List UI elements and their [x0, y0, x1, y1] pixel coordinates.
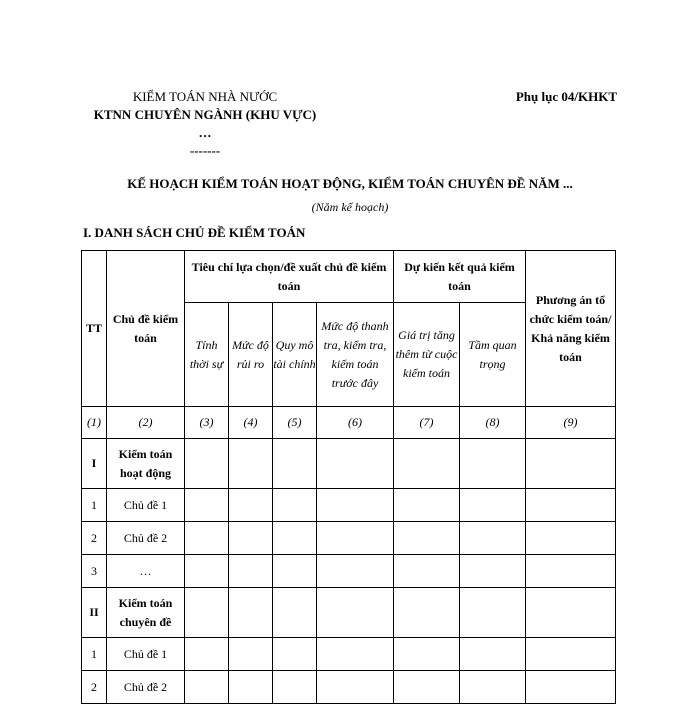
- column-number: (6): [317, 407, 394, 439]
- header-timeliness: Tính thời sự: [185, 303, 229, 407]
- header-finance: Quy mô tài chính: [273, 303, 317, 407]
- section-heading: I. DANH SÁCH CHỦ ĐỀ KIỂM TOÁN: [83, 225, 306, 240]
- column-number: (9): [526, 407, 616, 439]
- row-topic: Chủ đề 2: [107, 671, 185, 704]
- org-unit: KTNN CHUYÊN NGÀNH (KHU VỰC): [93, 107, 317, 122]
- row-topic: Chủ đề 2: [107, 522, 185, 555]
- header-added-value: Giá trị tăng thêm từ cuộc kiểm toán: [394, 303, 460, 407]
- table-row: [82, 555, 616, 588]
- table-row: [82, 439, 616, 489]
- row-tt: 3: [82, 555, 107, 588]
- row-tt: 1: [82, 489, 107, 522]
- audit-topics-table: [81, 250, 616, 704]
- row-tt: II: [82, 588, 107, 638]
- column-number: (8): [460, 407, 526, 439]
- row-topic: Kiểm toán hoạt động: [107, 439, 185, 489]
- header-inspected: Mức độ thanh tra, kiểm tra, kiểm toán trước đây: [317, 303, 394, 407]
- row-tt: 2: [82, 671, 107, 704]
- org-name: KIỂM TOÁN NHÀ NƯỚC: [132, 89, 278, 104]
- header-importance: Tầm quan trọng: [460, 303, 526, 407]
- column-number: (7): [394, 407, 460, 439]
- org-divider: -------: [189, 143, 221, 158]
- table-row: [82, 671, 616, 704]
- row-tt: 2: [82, 522, 107, 555]
- header-plan: Phương án tổ chức kiểm toán/ Khả năng kiểm toán: [526, 251, 616, 407]
- column-number: (5): [273, 407, 317, 439]
- document-title: KẾ HOẠCH KIỂM TOÁN HOẠT ĐỘNG, KIỂM TOÁN CHUYÊN ĐỀ NĂM ...: [127, 176, 573, 191]
- row-tt: 1: [82, 638, 107, 671]
- table-row: [82, 522, 616, 555]
- table-row: [82, 588, 616, 638]
- row-topic: …: [107, 555, 185, 588]
- header-criteria-group: Tiêu chí lựa chọn/đề xuất chủ đề kiểm toán: [185, 251, 394, 303]
- document-subtitle: (Năm kế hoạch): [311, 200, 389, 214]
- appendix-label: Phụ lục 04/KHKT: [515, 89, 617, 104]
- table-row: [82, 489, 616, 522]
- row-topic: Chủ đề 1: [107, 638, 185, 671]
- column-number: (4): [229, 407, 273, 439]
- header-tt: TT: [82, 251, 107, 407]
- row-tt: I: [82, 439, 107, 489]
- header-risk: Mức độ rủi ro: [229, 303, 273, 407]
- column-number: (2): [107, 407, 185, 439]
- header-results-group: Dự kiến kết quả kiểm toán: [394, 251, 526, 303]
- table-row: [82, 638, 616, 671]
- column-number: (3): [185, 407, 229, 439]
- row-topic: Kiểm toán chuyên đề: [107, 588, 185, 638]
- org-unit-placeholder: …: [198, 125, 212, 140]
- header-topic: Chủ đề kiểm toán: [107, 251, 185, 407]
- row-topic: Chủ đề 1: [107, 489, 185, 522]
- column-number: (1): [82, 407, 107, 439]
